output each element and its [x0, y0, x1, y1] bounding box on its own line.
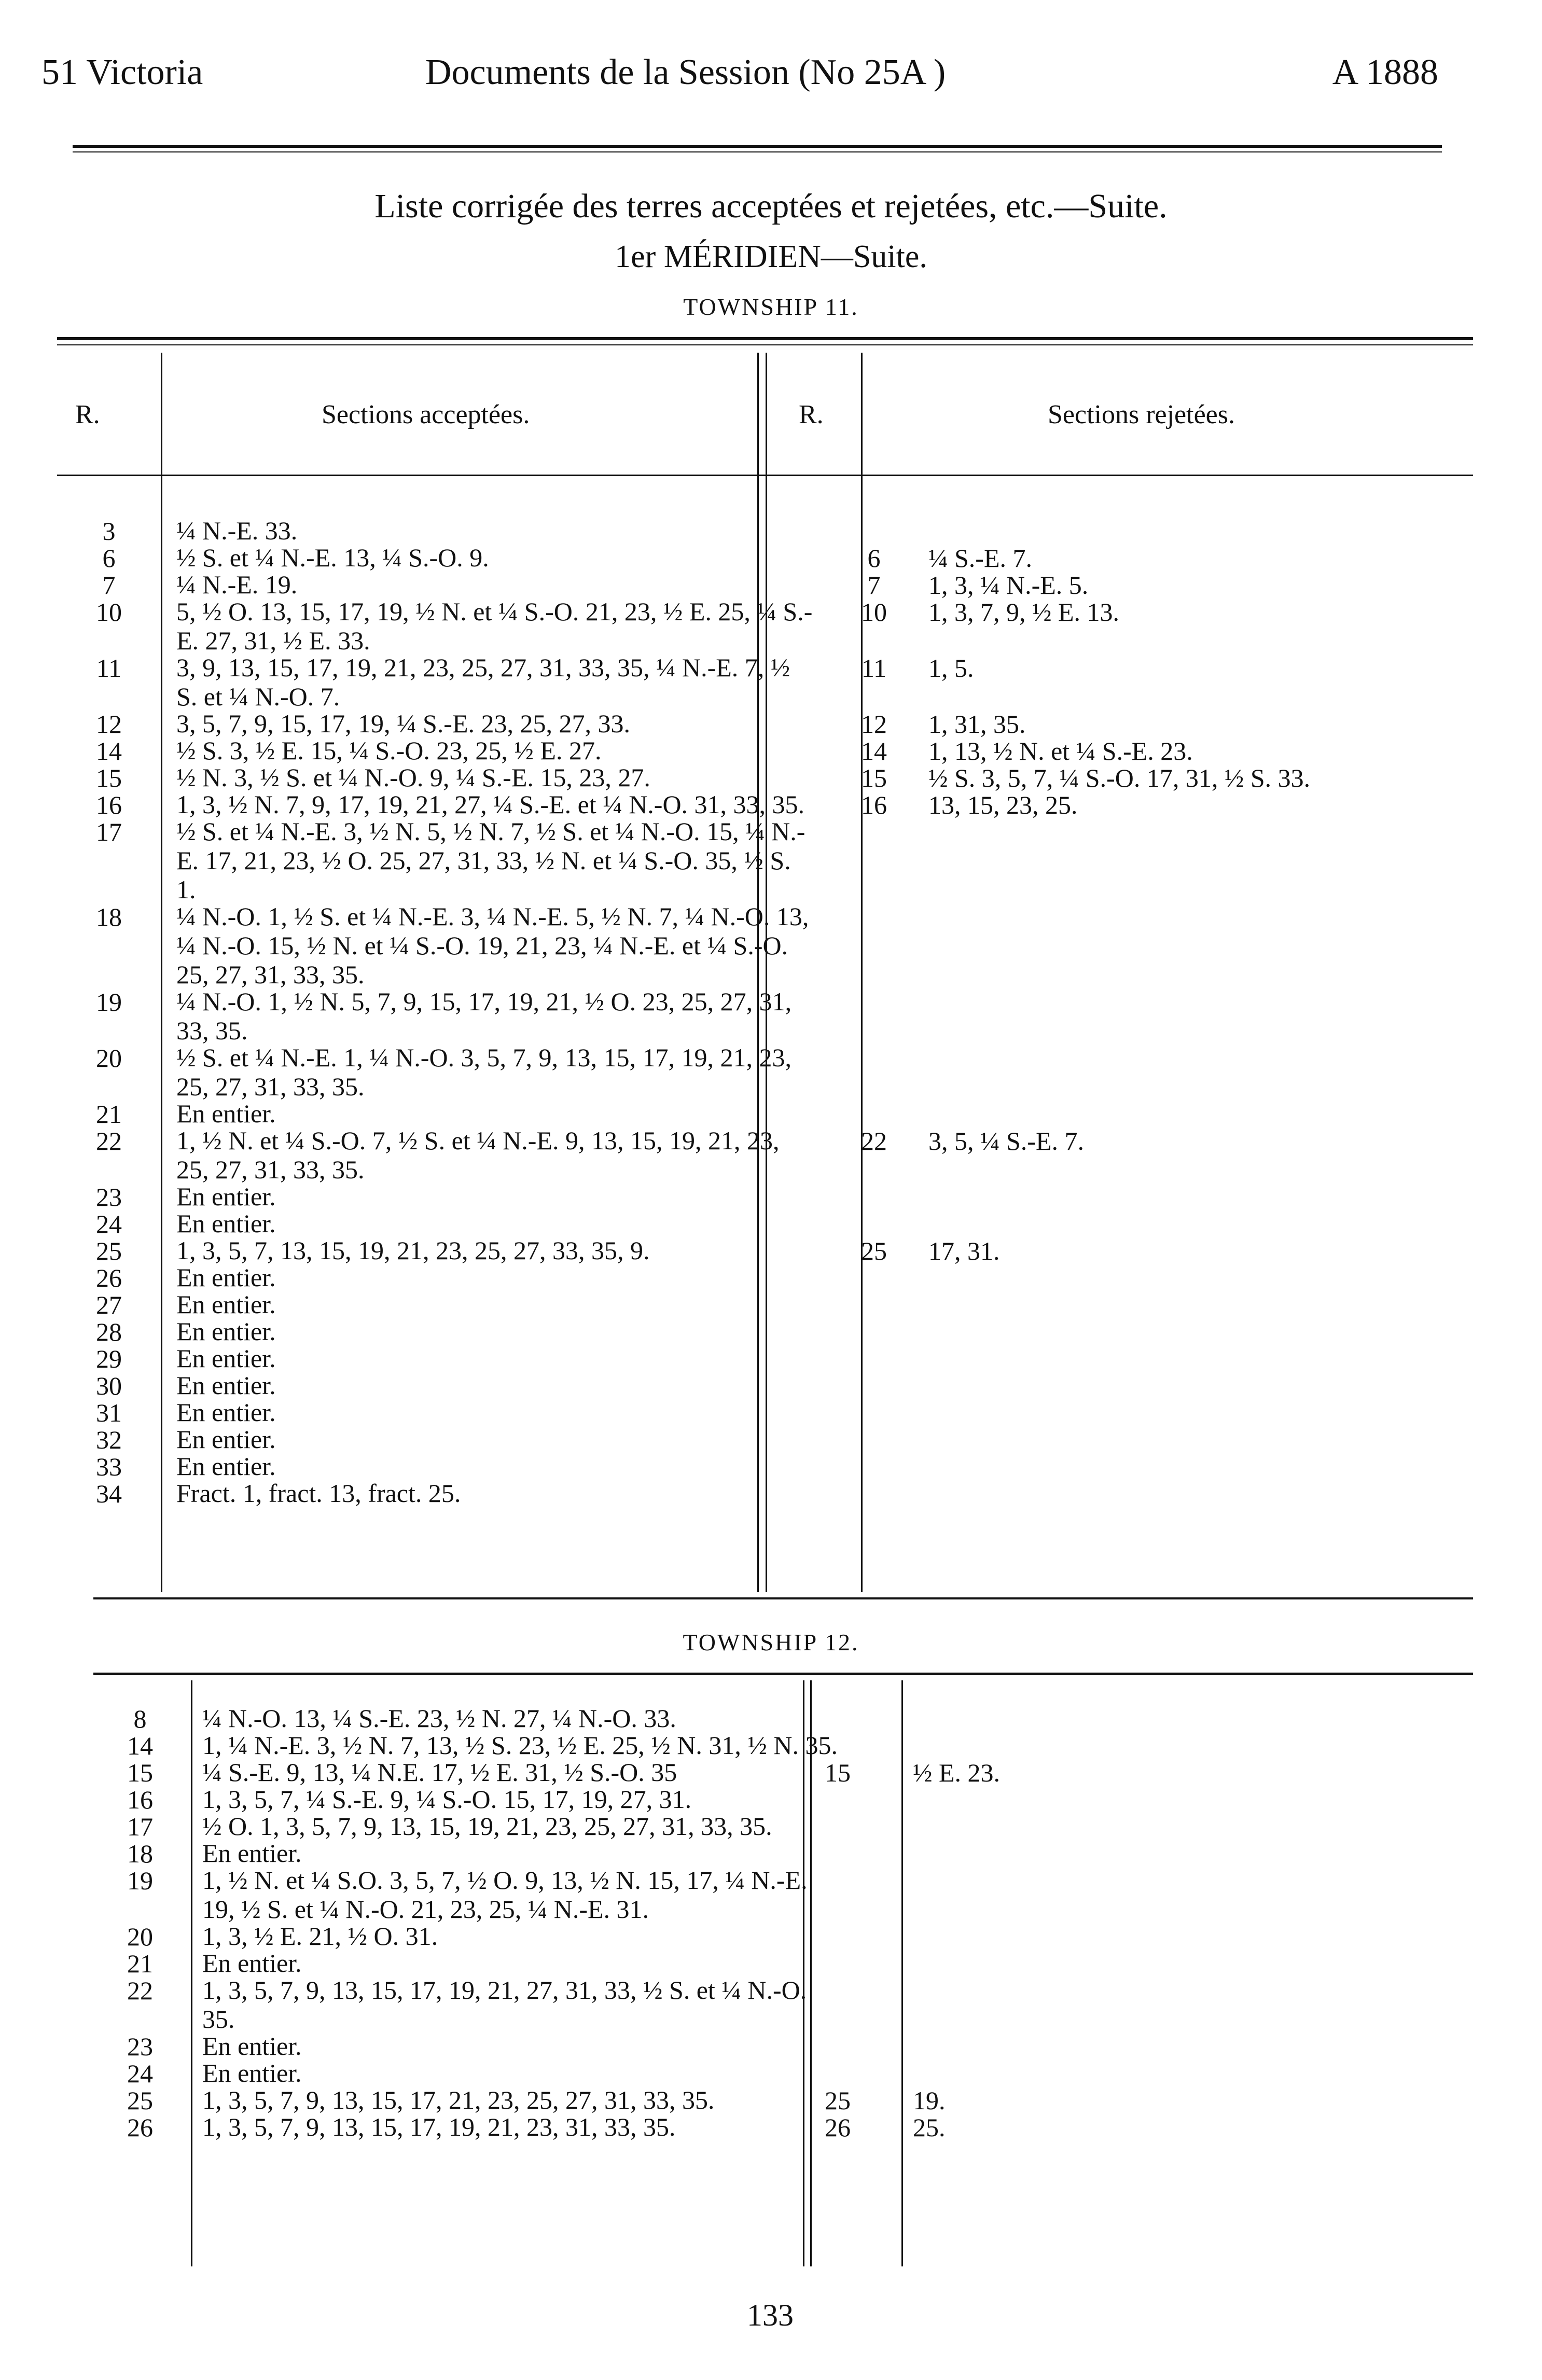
range-number: 17: [96, 817, 122, 846]
table-row: [83, 2031, 1483, 2061]
accepted-sections: En entier.: [202, 1839, 302, 1868]
range-number: 16: [96, 790, 122, 819]
accepted-sections: En entier.: [202, 2031, 302, 2061]
accepted-sections: En entier.: [176, 1290, 276, 1319]
range-number: 31: [96, 1398, 122, 1427]
accepted-sections: 3, 9, 13, 15, 17, 19, 21, 23, 25, 27, 31, 33, 35, ¼ N.-E. 7, ½ S. et ¼ N.-O. 7.: [176, 653, 790, 711]
table-row: [83, 1704, 1483, 1733]
range-number: 15: [96, 763, 122, 792]
accepted-sections: ½ S. et ¼ N.-E. 1, ¼ N.-O. 3, 5, 7, 9, 13, 15, 17, 19, 21, 23, 25, 27, 31, 33, 35.: [176, 1043, 792, 1101]
table-row: [52, 1452, 1483, 1481]
table-row: [52, 736, 1483, 765]
accepted-sections: 5, ½ O. 13, 15, 17, 19, ½ N. et ¼ S.-O. 21, 23, ½ E. 25, ¼ S.-E. 27, 31, ½ E. 33.: [176, 597, 813, 655]
accepted-sections: ½ N. 3, ½ S. et ¼ N.-O. 9, ¼ S.-E. 15, 23, 27.: [176, 763, 650, 792]
table-row: [52, 790, 1483, 819]
table-row: [52, 570, 1483, 599]
range-number: 8: [133, 1704, 147, 1733]
range-number: 22: [127, 1976, 153, 2005]
range-number: 18: [127, 1839, 153, 1868]
table-row: [83, 2085, 1483, 2114]
accepted-sections: 1, ½ N. et ¼ S.O. 3, 5, 7, ½ O. 9, 13, ½ N. 15, 17, ¼ N.-E. 19, ½ S. et ¼ N.-O. 21, 23, 25, ¼ N.-E. 31.: [202, 1866, 808, 1924]
table-row: [52, 1317, 1483, 1346]
header-rule: [73, 145, 1442, 148]
accepted-sections: En entier.: [176, 1099, 276, 1128]
table-row: [83, 1785, 1483, 1814]
header-rule-thin: [73, 151, 1442, 152]
accepted-sections: 1, ¼ N.-E. 3, ½ N. 7, 13, ½ S. 23, ½ E. 25, ½ N. 31, ½ N. 35.: [202, 1731, 838, 1760]
table-row: [83, 1866, 1483, 1924]
rejected-range-number: 10: [861, 597, 887, 627]
rejected-sections: ¼ S.-E. 7.: [928, 544, 1032, 573]
range-number: 33: [96, 1452, 122, 1481]
rejected-range-number: 26: [825, 2113, 851, 2142]
table-row: [83, 2058, 1483, 2087]
range-number: 27: [96, 1290, 122, 1319]
accepted-sections: En entier.: [202, 1948, 302, 1978]
rejected-range-number: 15: [825, 1758, 851, 1787]
page-number: 133: [747, 2298, 794, 2332]
accepted-sections: ½ O. 1, 3, 5, 7, 9, 13, 15, 19, 21, 23, 25, 27, 31, 33, 35.: [202, 1812, 772, 1841]
accepted-sections: ¼ N.-O. 13, ¼ S.-E. 23, ½ N. 27, ¼ N.-O. 33.: [202, 1704, 676, 1733]
table-row: [52, 543, 1483, 572]
table1-top-rule: [57, 337, 1473, 340]
table-row: [52, 653, 1483, 711]
table-row: [52, 1425, 1483, 1454]
meridian-title: 1er MÉRIDIEN—Suite.: [615, 239, 927, 274]
accepted-sections: 1, 3, ½ E. 21, ½ O. 31.: [202, 1922, 438, 1951]
range-number: 22: [96, 1126, 122, 1156]
accepted-sections: En entier.: [176, 1263, 276, 1292]
accepted-sections: ½ S. et ¼ N.-E. 13, ¼ S.-O. 9.: [176, 543, 489, 572]
range-number: 18: [96, 902, 122, 931]
accepted-sections: En entier.: [202, 2058, 302, 2087]
rejected-sections: 17, 31.: [928, 1236, 1000, 1265]
accepted-sections: ½ S. 3, ½ E. 15, ¼ S.-O. 23, 25, ½ E. 27.: [176, 736, 602, 765]
range-number: 24: [96, 1209, 122, 1238]
table-row: [52, 763, 1483, 792]
table-row: [83, 1758, 1483, 1787]
range-number: 6: [102, 544, 116, 573]
township-12-title: TOWNSHIP 12.: [683, 1629, 859, 1655]
table1-top-rule-thin: [57, 344, 1473, 345]
accepted-sections: En entier.: [176, 1317, 276, 1346]
range-number: 20: [127, 1922, 153, 1951]
col-r-header: R.: [75, 400, 100, 429]
rejected-sections: 1, 13, ½ N. et ¼ S.-E. 23.: [928, 736, 1193, 766]
township-11-title: TOWNSHIP 11.: [683, 294, 859, 320]
range-number: 16: [127, 1785, 153, 1814]
range-number: 29: [96, 1344, 122, 1373]
table-row: [52, 1126, 1483, 1184]
accepted-sections: En entier.: [176, 1425, 276, 1454]
range-number: 28: [96, 1317, 122, 1346]
rejected-sections: 13, 15, 23, 25.: [928, 790, 1078, 819]
range-number: 19: [96, 987, 122, 1017]
accepted-sections: Fract. 1, fract. 13, fract. 25.: [176, 1479, 461, 1508]
table-row: [83, 1922, 1483, 1951]
range-number: 25: [96, 1236, 122, 1265]
table-row: [83, 1839, 1483, 1868]
range-number: 17: [127, 1812, 153, 1841]
table-row: [52, 709, 1483, 738]
accepted-sections: 1, 3, 5, 7, 9, 13, 15, 17, 21, 23, 25, 27, 31, 33, 35.: [202, 2085, 715, 2114]
table-row: [52, 1209, 1483, 1238]
range-number: 11: [96, 653, 122, 683]
rejected-range-number: 12: [861, 709, 887, 739]
accepted-sections: 1, 3, ½ N. 7, 9, 17, 19, 21, 27, ¼ S.-E. et ¼ N.-O. 31, 33, 35.: [176, 790, 805, 819]
header-left: 51 Victoria: [41, 52, 203, 92]
col-accepted-header: Sections acceptées.: [322, 400, 530, 429]
table-row: [52, 987, 1483, 1045]
table-row: [52, 902, 1483, 989]
rejected-range-number: 16: [861, 790, 887, 819]
rejected-range-number: 14: [861, 736, 887, 766]
range-number: 21: [127, 1949, 153, 1978]
table-row: [52, 1236, 1483, 1265]
col-r2-header: R.: [799, 400, 824, 429]
accepted-sections: 3, 5, 7, 9, 15, 17, 19, ¼ S.-E. 23, 25, 27, 33.: [176, 709, 630, 738]
table-row: [83, 1731, 1483, 1760]
accepted-sections: ¼ N.-O. 1, ½ S. et ¼ N.-E. 3, ¼ N.-E. 5, ½ N. 7, ¼ N.-O. 13, ¼ N.-O. 15, ½ N. et ¼ S.-O. 19, 21, 23, ¼ N.-E. et ¼ S.-O. 25, 27, 31, 33, 35.: [176, 902, 809, 989]
table1-head-rule: [57, 475, 1473, 476]
col-rejected-header: Sections rejetées.: [1048, 400, 1235, 429]
range-number: 23: [96, 1182, 122, 1212]
table-row: [52, 817, 1483, 904]
accepted-sections: ¼ N.-O. 1, ½ N. 5, 7, 9, 15, 17, 19, 21, ½ O. 23, 25, 27, 31, 33, 35.: [176, 987, 792, 1045]
accepted-sections: 1, 3, 5, 7, 9, 13, 15, 17, 19, 21, 27, 31, 33, ½ S. et ¼ N.-O. 35.: [202, 1975, 807, 2034]
range-number: 24: [127, 2059, 153, 2088]
range-number: 26: [127, 2113, 153, 2142]
table-row: [52, 1182, 1483, 1211]
table-row: [83, 1812, 1483, 1841]
range-number: 7: [102, 570, 116, 600]
range-number: 10: [96, 597, 122, 627]
rejected-sections: 1, 5.: [928, 653, 974, 683]
list-title: Liste corrigée des terres acceptées et rejetées, etc.—Suite.: [374, 187, 1168, 225]
accepted-sections: En entier.: [176, 1371, 276, 1400]
table-row: [52, 1344, 1483, 1373]
range-number: 25: [127, 2086, 153, 2115]
rejected-sections: 1, 3, 7, 9, ½ E. 13.: [928, 597, 1120, 627]
range-number: 19: [127, 1866, 153, 1895]
accepted-sections: ¼ S.-E. 9, 13, ¼ N.E. 17, ½ E. 31, ½ S.-O. 35: [202, 1758, 677, 1787]
accepted-sections: 1, 3, 5, 7, 13, 15, 19, 21, 23, 25, 27, 33, 35, 9.: [176, 1236, 650, 1265]
range-number: 34: [96, 1479, 122, 1508]
accepted-sections: En entier.: [176, 1398, 276, 1427]
accepted-sections: En entier.: [176, 1344, 276, 1373]
rejected-range-number: 22: [861, 1126, 887, 1156]
table-row: [52, 597, 1483, 655]
table-row: [52, 1099, 1483, 1128]
table-row: [83, 1948, 1483, 1978]
table-row: [83, 2112, 1483, 2141]
range-number: 23: [127, 2032, 153, 2061]
range-number: 32: [96, 1425, 122, 1454]
range-number: 12: [96, 709, 122, 739]
table2-top-rule: [93, 1673, 1473, 1675]
range-number: 30: [96, 1371, 122, 1400]
table-row: [52, 1263, 1483, 1292]
table-row: [52, 1479, 1483, 1508]
rejected-sections: ½ S. 3, 5, 7, ¼ S.-O. 17, 31, ½ S. 33.: [928, 763, 1311, 792]
table-row: [83, 1975, 1483, 2034]
table-row: [52, 1371, 1483, 1400]
rejected-range-number: 7: [867, 570, 881, 600]
rejected-sections: 25.: [913, 2113, 946, 2142]
accepted-sections: ¼ N.-E. 19.: [176, 570, 298, 599]
accepted-sections: ½ S. et ¼ N.-E. 3, ½ N. 5, ½ N. 7, ½ S. et ¼ N.-O. 15, ¼ N.-E. 17, 21, 23, ½ O. 25, 27, 31, 33, ½ N. et ¼ S.-O. 35, ½ S. 1.: [176, 817, 805, 904]
accepted-sections: En entier.: [176, 1452, 276, 1481]
rejected-range-number: 15: [861, 763, 887, 792]
rejected-range-number: 25: [825, 2086, 851, 2115]
accepted-sections: En entier.: [176, 1182, 276, 1211]
rejected-sections: 3, 5, ¼ S.-E. 7.: [928, 1126, 1084, 1156]
range-number: 21: [96, 1099, 122, 1129]
range-number: 15: [127, 1758, 153, 1787]
rejected-range-number: 6: [867, 544, 881, 573]
range-number: 20: [96, 1043, 122, 1073]
table-row: [52, 1290, 1483, 1319]
range-number: 3: [102, 517, 116, 546]
rejected-range-number: 11: [861, 653, 887, 683]
range-number: 14: [127, 1731, 153, 1760]
table1-bottom-rule: [93, 1597, 1473, 1599]
range-number: 14: [96, 736, 122, 766]
rejected-sections: 1, 3, ¼ N.-E. 5.: [928, 570, 1089, 600]
accepted-sections: 1, 3, 5, 7, ¼ S.-E. 9, ¼ S.-O. 15, 17, 19, 27, 31.: [202, 1785, 692, 1814]
header-right: A 1888: [1332, 52, 1438, 92]
accepted-sections: En entier.: [176, 1209, 276, 1238]
header-center: Documents de la Session (No 25A ): [425, 52, 946, 92]
table-row: [52, 1043, 1483, 1101]
rejected-range-number: 25: [861, 1236, 887, 1265]
table-row: [52, 516, 1483, 545]
rejected-sections: 1, 31, 35.: [928, 709, 1026, 739]
rejected-sections: 19.: [913, 2086, 946, 2115]
rejected-sections: ½ E. 23.: [913, 1758, 1001, 1787]
accepted-sections: ¼ N.-E. 33.: [176, 516, 298, 545]
range-number: 26: [96, 1263, 122, 1292]
accepted-sections: 1, 3, 5, 7, 9, 13, 15, 17, 19, 21, 23, 31, 33, 35.: [202, 2112, 676, 2141]
table-row: [52, 1398, 1483, 1427]
accepted-sections: 1, ½ N. et ¼ S.-O. 7, ½ S. et ¼ N.-E. 9, 13, 15, 19, 21, 23, 25, 27, 31, 33, 35.: [176, 1126, 780, 1184]
